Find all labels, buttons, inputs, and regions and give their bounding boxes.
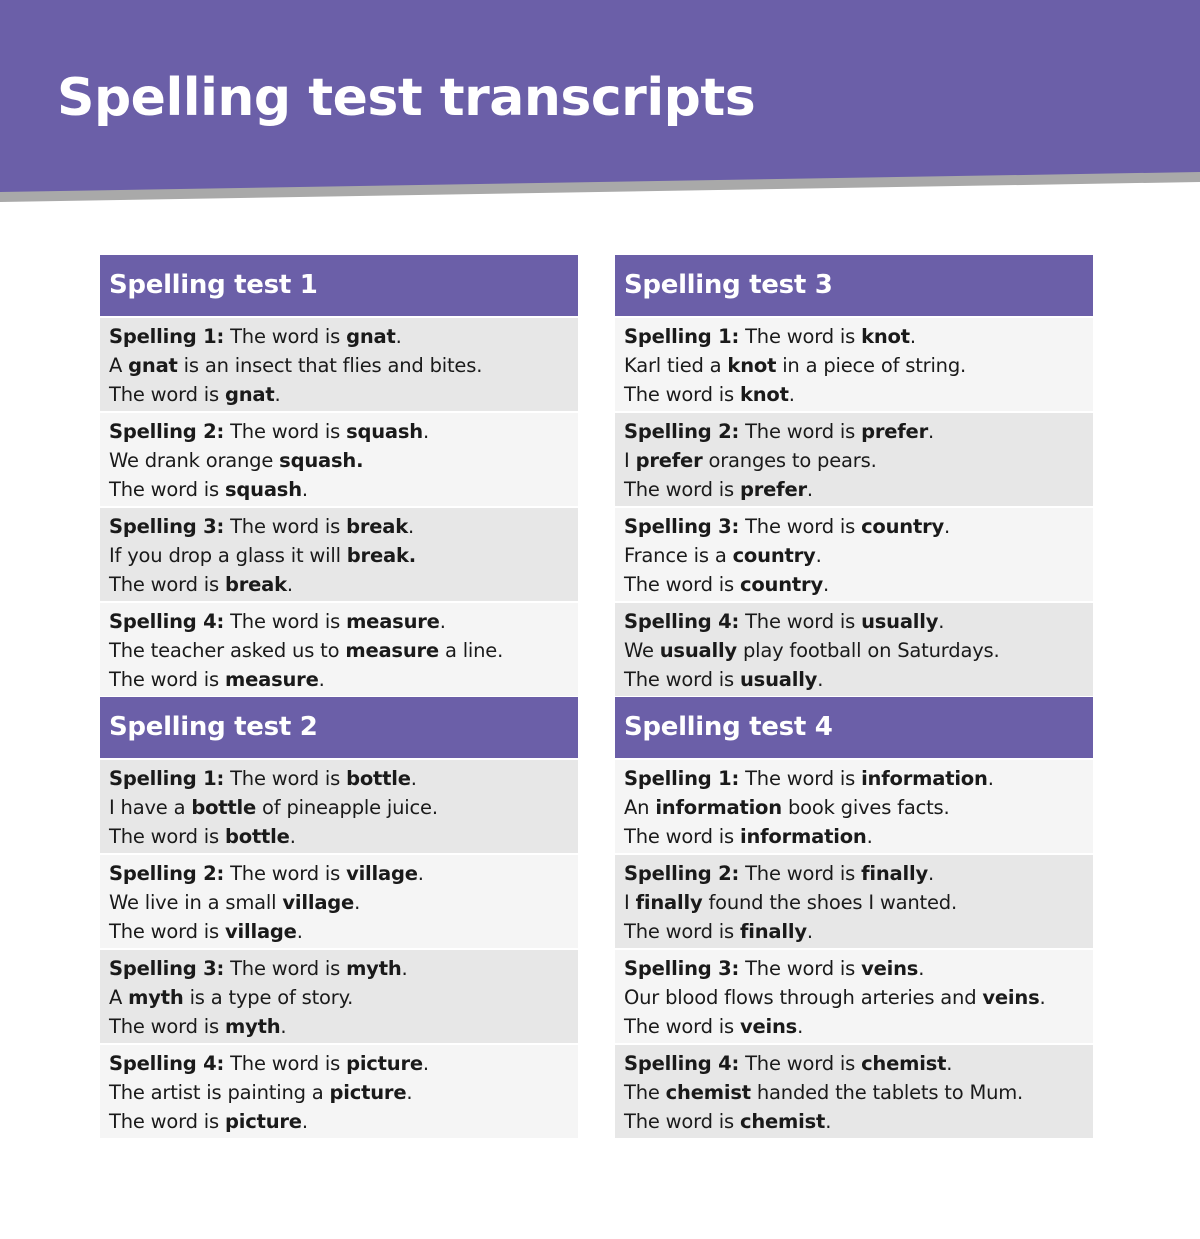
text: .	[788, 383, 795, 406]
bold-text: country	[732, 544, 816, 567]
bold-text: Spelling 1:	[624, 767, 740, 790]
bold-text: myth	[128, 986, 184, 1009]
transcript-line	[109, 793, 569, 822]
text: .	[866, 825, 873, 848]
text: The word is	[224, 767, 347, 790]
bold-text: measure	[346, 610, 440, 633]
spelling-item-row	[100, 1043, 578, 1138]
spelling-test-1-table	[100, 255, 578, 696]
text: The word is	[224, 1052, 347, 1075]
text: .	[817, 668, 824, 691]
text: .	[422, 1052, 429, 1075]
spelling-item-row	[100, 758, 578, 853]
text: The artist is painting a	[109, 1081, 330, 1104]
text: A	[109, 986, 129, 1009]
transcript-line	[109, 351, 569, 380]
transcript-line	[109, 512, 569, 541]
transcript-line	[109, 764, 569, 793]
text: The word is	[739, 957, 862, 980]
transcript-line	[109, 917, 569, 946]
transcript-line	[624, 512, 1084, 541]
text: The word is	[739, 1052, 862, 1075]
text: The word is	[624, 920, 740, 943]
transcript-line	[624, 859, 1084, 888]
bold-text: knot	[739, 383, 789, 406]
transcript-line	[109, 822, 569, 851]
text: a line.	[438, 639, 504, 662]
transcript-line	[624, 570, 1084, 599]
bold-text: Spelling 2:	[109, 420, 225, 443]
bold-text: myth	[224, 1015, 281, 1038]
spelling-item-row	[615, 316, 1093, 411]
text: .	[987, 767, 994, 790]
bold-text: Spelling 4:	[109, 610, 225, 633]
bold-text: information	[655, 796, 782, 819]
spelling-test-2-table	[100, 697, 578, 1138]
bold-text: Spelling 1:	[109, 325, 225, 348]
transcript-line	[624, 764, 1084, 793]
text: The word is	[624, 573, 740, 596]
bold-text: break	[346, 515, 408, 538]
text: France is a	[624, 544, 733, 567]
test-heading: Spelling test 3	[615, 255, 1093, 316]
bold-text: break.	[346, 544, 416, 567]
text: .	[797, 1015, 804, 1038]
transcript-line	[109, 1012, 569, 1041]
text: The word is	[624, 668, 740, 691]
transcript-line	[109, 1078, 569, 1107]
bold-text: usually	[861, 610, 939, 633]
text: .	[439, 610, 446, 633]
transcript-line	[624, 351, 1084, 380]
bold-text: finally	[635, 891, 703, 914]
text: The word is	[109, 920, 225, 943]
bold-text: Spelling 4:	[624, 1052, 740, 1075]
text: .	[301, 1110, 308, 1133]
text: .	[422, 420, 429, 443]
transcript-line	[624, 607, 1084, 636]
text: The word is	[739, 610, 862, 633]
text: .	[301, 478, 308, 501]
bold-text: chemist	[739, 1110, 826, 1133]
text: I	[624, 891, 636, 914]
spelling-test-4-table	[615, 697, 1093, 1138]
test-heading: Spelling test 2	[100, 697, 578, 758]
bold-text: information	[861, 767, 988, 790]
transcript-line	[109, 570, 569, 599]
bold-text: village	[282, 891, 355, 914]
spelling-item-row	[100, 411, 578, 506]
transcript-line	[624, 446, 1084, 475]
transcript-line	[109, 1107, 569, 1136]
bold-text: Spelling 1:	[109, 767, 225, 790]
bold-text: finally	[861, 862, 928, 885]
spelling-item-row	[100, 601, 578, 696]
text: is an insect that flies and bites.	[177, 354, 483, 377]
text: .	[944, 515, 951, 538]
transcript-line	[624, 1049, 1084, 1078]
spelling-item-row	[100, 316, 578, 411]
spelling-test-3-table	[615, 255, 1093, 696]
bold-text: bottle	[224, 825, 290, 848]
bold-text: chemist	[665, 1081, 751, 1104]
text: handed the tablets to Mum.	[750, 1081, 1024, 1104]
transcript-line	[624, 1107, 1084, 1136]
bold-text: knot	[727, 354, 777, 377]
spelling-item-row	[615, 1043, 1093, 1138]
bold-text: information	[739, 825, 867, 848]
text: The word is	[109, 478, 225, 501]
bold-text: gnat	[128, 354, 178, 377]
transcript-line	[109, 665, 569, 694]
text: .	[296, 920, 303, 943]
transcript-line	[624, 417, 1084, 446]
bold-text: bottle	[346, 767, 411, 790]
text: .	[909, 325, 916, 348]
bold-text: chemist	[861, 1052, 947, 1075]
transcript-line	[109, 1049, 569, 1078]
bold-text: country	[861, 515, 945, 538]
transcript-line	[109, 636, 569, 665]
transcript-line	[109, 954, 569, 983]
test-heading: Spelling test 4	[615, 697, 1093, 758]
bold-text: Spelling 3:	[109, 957, 225, 980]
transcript-line	[109, 607, 569, 636]
spelling-item-row	[100, 506, 578, 601]
bold-text: knot	[861, 325, 910, 348]
bold-text: Spelling 3:	[624, 957, 740, 980]
text: We	[624, 639, 660, 662]
text: .	[274, 383, 281, 406]
bold-text: squash	[224, 478, 302, 501]
text: is a type of story.	[183, 986, 354, 1009]
text: in a piece of string.	[776, 354, 967, 377]
transcript-line	[109, 322, 569, 351]
transcript-line	[624, 954, 1084, 983]
test-heading: Spelling test 1	[100, 255, 578, 316]
text: The word is	[109, 825, 225, 848]
text: found the shoes I wanted.	[702, 891, 957, 914]
bold-text: squash	[346, 420, 423, 443]
text: play football on Saturdays.	[736, 639, 1000, 662]
spelling-item-row	[615, 601, 1093, 696]
transcript-line	[624, 541, 1084, 570]
bold-text: squash.	[279, 449, 364, 472]
text: An	[624, 796, 656, 819]
spelling-item-row	[615, 506, 1093, 601]
bold-text: village	[224, 920, 297, 943]
text: .	[1039, 986, 1046, 1009]
spelling-item-row	[100, 853, 578, 948]
text: .	[815, 544, 822, 567]
bold-text: usually	[659, 639, 737, 662]
transcript-line	[109, 859, 569, 888]
text: The word is	[739, 325, 862, 348]
text: .	[354, 891, 361, 914]
bold-text: myth	[346, 957, 402, 980]
spelling-item-row	[615, 411, 1093, 506]
text: .	[280, 1015, 287, 1038]
text: I	[624, 449, 636, 472]
bold-text: picture	[346, 1052, 423, 1075]
text: The word is	[739, 420, 862, 443]
bold-text: finally	[739, 920, 807, 943]
text: Our blood flows through arteries and	[624, 986, 983, 1009]
text: I have a	[109, 796, 192, 819]
bold-text: Spelling 1:	[624, 325, 740, 348]
text: The word is	[109, 1015, 225, 1038]
text: The	[624, 1081, 666, 1104]
text: .	[946, 1052, 953, 1075]
transcript-line	[624, 1012, 1084, 1041]
bold-text: prefer	[861, 420, 928, 443]
text: .	[395, 325, 402, 348]
bold-text: Spelling 4:	[624, 610, 740, 633]
text: The word is	[739, 767, 862, 790]
text: The word is	[624, 1110, 740, 1133]
bold-text: country	[739, 573, 823, 596]
text: .	[401, 957, 408, 980]
text: If you drop a glass it will	[109, 544, 347, 567]
bold-text: village	[346, 862, 418, 885]
text: .	[286, 573, 293, 596]
transcript-line	[624, 983, 1084, 1012]
text: The word is	[224, 862, 347, 885]
bold-text: picture	[224, 1110, 302, 1133]
text: The word is	[624, 383, 740, 406]
text: book gives facts.	[781, 796, 950, 819]
transcript-line	[624, 322, 1084, 351]
bold-text: usually	[739, 668, 818, 691]
text: The word is	[109, 573, 225, 596]
text: .	[928, 420, 934, 443]
bold-text: Spelling 2:	[624, 420, 740, 443]
bold-text: gnat	[346, 325, 396, 348]
text: The teacher asked us to	[109, 639, 346, 662]
text: We live in a small	[109, 891, 283, 914]
transcript-line	[109, 983, 569, 1012]
text: We drank orange	[109, 449, 280, 472]
transcript-line	[109, 417, 569, 446]
bold-text: veins	[739, 1015, 798, 1038]
bold-text: veins	[982, 986, 1040, 1009]
text: The word is	[624, 478, 740, 501]
text: .	[289, 825, 296, 848]
transcript-line	[109, 446, 569, 475]
spelling-item-row	[615, 758, 1093, 853]
text: Karl tied a	[624, 354, 728, 377]
text: The word is	[739, 862, 862, 885]
text: A	[109, 354, 129, 377]
spelling-item-row	[615, 948, 1093, 1043]
bold-text: Spelling 3:	[624, 515, 740, 538]
text: .	[825, 1110, 832, 1133]
transcript-line	[624, 475, 1084, 504]
text: The word is	[109, 1110, 225, 1133]
text: .	[417, 862, 424, 885]
bold-text: measure	[345, 639, 439, 662]
text: .	[318, 668, 325, 691]
bold-text: measure	[224, 668, 319, 691]
text: The word is	[224, 610, 347, 633]
text: .	[927, 862, 934, 885]
bold-text: prefer	[739, 478, 807, 501]
text: The word is	[224, 957, 347, 980]
bold-text: veins	[861, 957, 919, 980]
text: The word is	[224, 420, 347, 443]
text: The word is	[739, 515, 862, 538]
bold-text: Spelling 2:	[624, 862, 740, 885]
transcript-line	[624, 793, 1084, 822]
bold-text: Spelling 3:	[109, 515, 225, 538]
text: .	[938, 610, 945, 633]
page-title: Spelling test transcripts	[57, 68, 756, 128]
transcript-line	[109, 541, 569, 570]
bold-text: prefer	[635, 449, 703, 472]
text: The word is	[109, 668, 225, 691]
bold-text: Spelling 2:	[109, 862, 225, 885]
text: .	[408, 515, 414, 538]
transcript-line	[109, 888, 569, 917]
text: .	[822, 573, 829, 596]
text: .	[410, 767, 417, 790]
transcript-line	[624, 665, 1084, 694]
text: of pineapple juice.	[256, 796, 438, 819]
text: .	[806, 920, 813, 943]
bold-text: gnat	[224, 383, 275, 406]
text: .	[918, 957, 925, 980]
transcript-line	[109, 475, 569, 504]
spelling-item-row	[100, 948, 578, 1043]
bold-text: bottle	[191, 796, 257, 819]
transcript-line	[624, 888, 1084, 917]
text: The word is	[224, 515, 347, 538]
text: .	[406, 1081, 413, 1104]
bold-text: Spelling 4:	[109, 1052, 225, 1075]
text: .	[806, 478, 813, 501]
transcript-line	[624, 380, 1084, 409]
text: The word is	[224, 325, 347, 348]
spelling-item-row	[615, 853, 1093, 948]
text: The word is	[624, 1015, 740, 1038]
text: The word is	[109, 383, 225, 406]
transcript-line	[109, 380, 569, 409]
text: oranges to pears.	[702, 449, 877, 472]
transcript-line	[624, 1078, 1084, 1107]
transcript-line	[624, 822, 1084, 851]
bold-text: picture	[329, 1081, 407, 1104]
bold-text: break	[224, 573, 287, 596]
text: The word is	[624, 825, 740, 848]
transcript-line	[624, 917, 1084, 946]
transcript-line	[624, 636, 1084, 665]
